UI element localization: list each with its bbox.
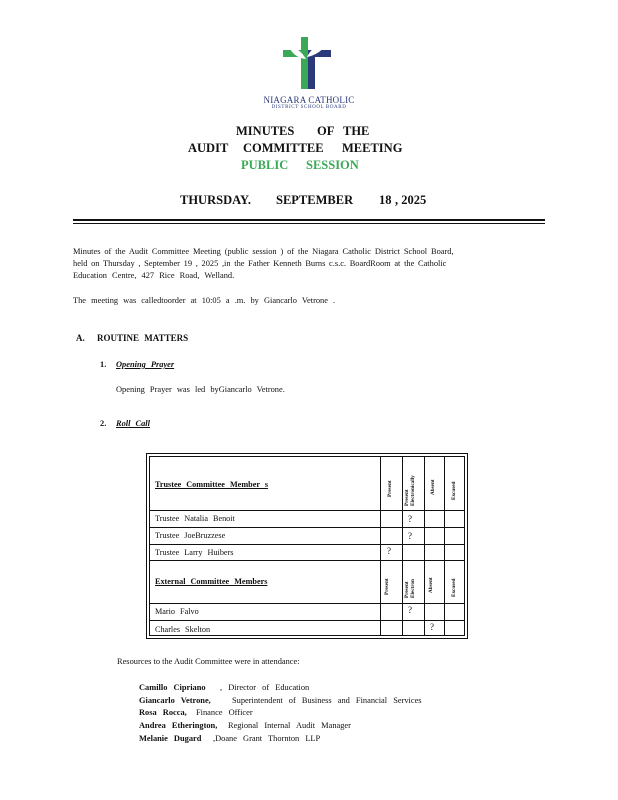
section-letter: A. [76,333,85,343]
title-public: PUBLIC [241,158,289,172]
trustee-row-name: Trustee Larry Huibers [155,548,234,557]
col-excused: Excused [451,481,457,500]
resource-name: Rosa Rocca, [139,708,187,717]
resource-role: Regional Internal Audit Manager [228,721,351,730]
item-2-number: 2. [100,419,107,428]
external-row-name: Charles Skelton [155,625,211,634]
resource-role: , Director of Education [220,683,310,692]
trustee-row-name: Trustee JoeBruzzese [155,531,226,540]
title-meeting: MEETING [342,141,403,155]
attendance-mark: ? [430,622,434,632]
intro-line-2: held on Thursday , September 19 , 2025 ,in the Father Kenneth Burns c.s.c. BoardRoom at the Catholic [73,259,447,268]
item-1-title: Opening Prayer [116,360,175,369]
intro-line-3: Education Centre, 427 Rice Road, Welland. [73,271,235,280]
title-session: SESSION [306,158,359,172]
col-present: Present [387,480,393,497]
col-present-electronically: Present Electron [404,579,416,598]
date-month: SEPTEMBER [276,193,354,207]
external-members-header: External Committee Members [155,577,268,586]
logo-name: NIAGARA CATHOLIC [263,95,355,105]
col-present: Present [384,578,390,595]
resource-name: Andrea Etherington, [139,721,218,730]
trustee-row-name: Trustee Natalia Benoit [155,514,235,523]
double-rule-top [73,219,545,221]
title-committee: COMMITTEE [243,141,324,155]
date-day: THURSDAY. [180,193,251,207]
resources-intro: Resources to the Audit Committee were in attendance: [117,657,300,666]
col-excused: Excused [451,578,457,597]
attendance-mark: ? [408,531,412,541]
col-present-electronically: Present Electronically [404,475,416,506]
section-title: ROUTINE MATTERS [97,333,189,343]
logo-subtitle: DISTRICT SCHOOL BOARD [271,105,347,110]
item-2-title: Roll Call [116,419,150,428]
date-day-number: 18 [379,193,392,207]
double-rule-bottom [73,223,545,224]
item-1-text: Opening Prayer was led byGiancarlo Vetrone. [116,385,285,394]
col-absent: Absent [428,577,434,593]
col-absent: Absent [430,479,436,495]
item-1-number: 1. [100,360,107,369]
attendance-mark: ? [387,546,391,556]
intro-line-1: Minutes of the Audit Committee Meeting (public session ) of the Niagara Catholic District School Board, [73,247,454,256]
resource-name: Giancarlo Vetrone, [139,696,211,705]
called-to-order: The meeting was calledtoorder at 10:05 a .m. by Giancarlo Vetrone . [73,296,336,305]
resource-name: Melanie Dugard [139,734,202,743]
school-board-cross-logo-icon [283,37,331,89]
date-year: , 2025 [395,193,427,207]
attendance-mark: ? [408,605,412,615]
resource-role: Finance Officer [196,708,253,717]
resource-role: ,Doane Grant Thornton LLP [213,734,321,743]
title-audit: AUDIT [188,141,229,155]
trustee-members-header: Trustee Committee Member s [155,480,269,489]
resource-name: Camillo Cipriano [139,683,206,692]
title-of: OF [317,124,335,138]
title-minutes: MINUTES [236,124,295,138]
title-the: THE [343,124,370,138]
external-row-name: Mario Falvo [155,607,199,616]
resource-role: Superintendent of Business and Financial Services [232,696,422,705]
attendance-mark: ? [408,514,412,524]
